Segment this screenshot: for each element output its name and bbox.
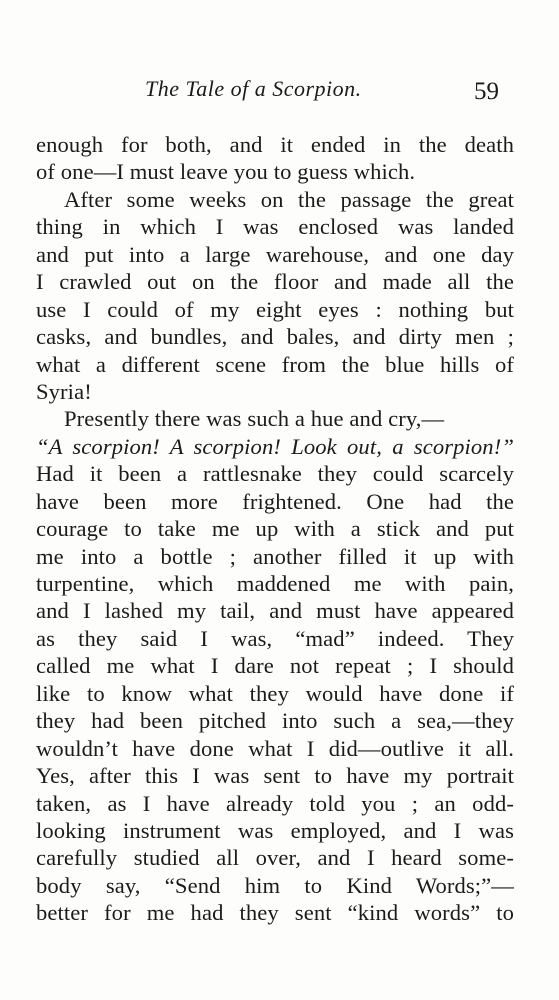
text-line: enough for both, and it ended in the death: [36, 132, 514, 157]
text-line: use I could of my eight eyes : nothing but: [36, 296, 514, 322]
text-line: as they said I was, “mad” indeed. They: [36, 625, 514, 651]
text-line: body say, “Send him to Kind Words;”—: [36, 872, 514, 898]
text-line: casks, and bundles, and bales, and dirty men ;: [36, 324, 514, 350]
text-line: they had been pitched into such a sea,—they: [36, 708, 514, 734]
running-header: [0, 76, 559, 110]
text-line: turpentine, which maddened me with pain,: [36, 571, 514, 596]
text-line: I crawled out on the floor and made all the: [36, 269, 514, 295]
body-text: [36, 131, 514, 927]
text-line: thing in which I was enclosed was landed: [36, 214, 514, 240]
page-number: 59: [474, 78, 499, 105]
text-line: carefully studied all over, and I heard some-: [36, 845, 514, 871]
text-line: looking instrument was employed, and I was: [36, 817, 514, 843]
text-line: me into a bottle ; another filled it up with: [36, 543, 514, 569]
text-line: like to know what they would have done if: [36, 680, 514, 706]
text-line: of one—I must leave you to guess which.: [36, 159, 416, 185]
text-line: wouldn’t have done what I did—outlive it all.: [36, 735, 514, 761]
text-line: Syria!: [36, 378, 92, 404]
text-line: Had it been a rattlesnake they could scarcely: [36, 461, 514, 487]
text-line: better for me had they sent “kind words” to: [36, 900, 514, 926]
text-line: “A scorpion! A scorpion! Look out, a scorpion!”: [36, 433, 514, 459]
text-line: and I lashed my tail, and must have appeared: [36, 598, 514, 624]
text-line: Yes, after this I was sent to have my portrait: [36, 763, 514, 789]
text-line: After some weeks on the passage the great: [64, 186, 514, 212]
text-line: what a different scene from the blue hills of: [36, 351, 514, 377]
text-line: courage to take me up with a stick and put: [36, 516, 514, 542]
running-title: The Tale of a Scorpion.: [145, 76, 362, 101]
text-line: Presently there was such a hue and cry,—: [64, 406, 445, 432]
text-line: called me what I dare not repeat ; I should: [36, 653, 514, 679]
text-line: have been more frightened. One had the: [36, 488, 514, 514]
text-line: and put into a large warehouse, and one day: [36, 241, 514, 267]
text-line: taken, as I have already told you ; an odd-: [36, 790, 514, 816]
